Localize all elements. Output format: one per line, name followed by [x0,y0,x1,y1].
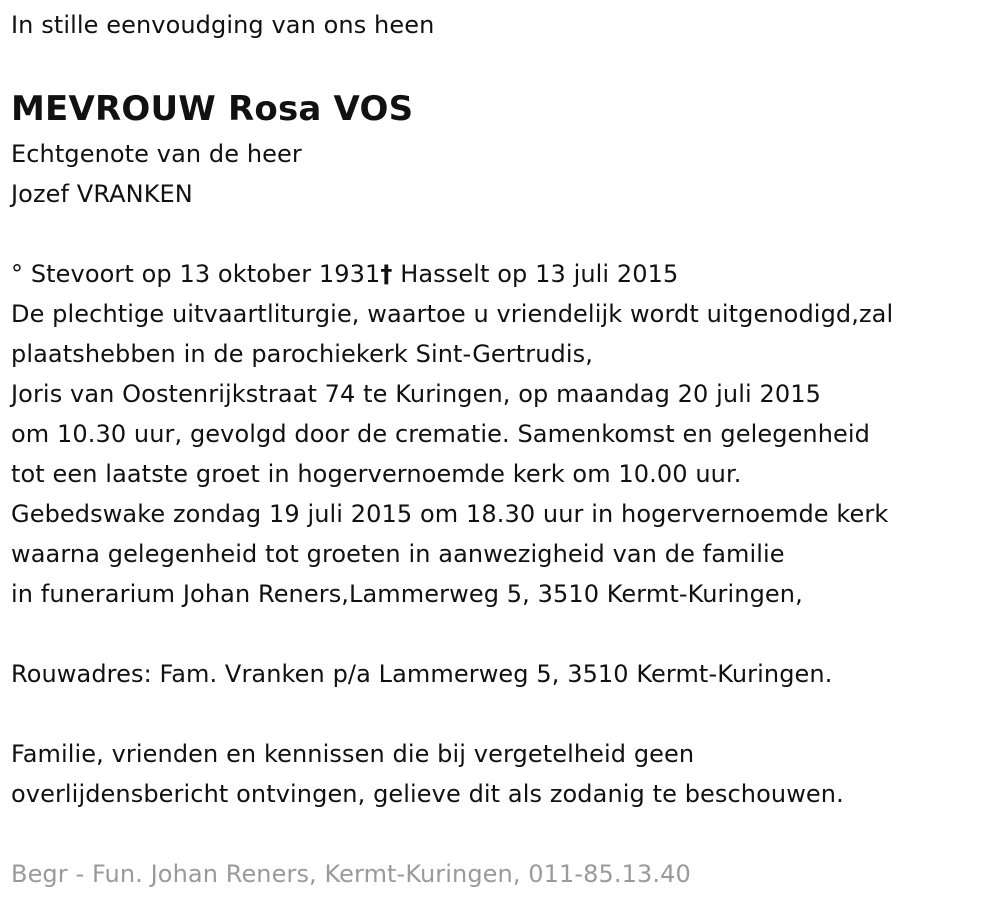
spouse-line-1: Echtgenote van de heer [11,140,302,168]
spacer [11,694,996,734]
spacer [11,814,996,854]
mourning-address: Rouwadres: Fam. Vranken p/a Lammerweg 5, 3510 Kermt-Kuringen. [11,660,833,688]
funeral-director-footer: Begr - Fun. Johan Reners, Kermt-Kuringen, 011-85.13.40 [11,860,691,888]
closing-line: overlijdensbericht ontvingen, gelieve dit als zodanig te beschouwen. [11,780,844,808]
death-notice [11,0,996,894]
ceremony-line: Joris van Oostenrijkstraat 74 te Kuringen, op maandag 20 juli 2015 [11,380,821,408]
spacer [11,214,996,254]
ceremony-line: in funerarium Johan Reners,Lammerweg 5, 3510 Kermt-Kuringen, [11,580,803,608]
birth-death-line [11,254,996,294]
spouse-line-2: Jozef VRANKEN [11,180,193,208]
ceremony-line: om 10.30 uur, gevolgd door de crematie. Samenkomst en gelegenheid [11,420,871,448]
birth-text: ° Stevoort op 13 oktober 1931 [11,260,381,288]
spacer [11,614,996,654]
closing-line: Familie, vrienden en kennissen die bij vergetelheid geen [11,740,695,768]
ceremony-line: tot een laatste groet in hogervernoemde kerk om 10.00 uur. [11,460,742,488]
ceremony-line: plaatshebben in de parochiekerk Sint-Gertrudis, [11,340,593,368]
deceased-name: MEVROUW Rosa VOS [11,89,414,129]
intro-text: In stille eenvoudging van ons heen [11,11,435,39]
ceremony-line: waarna gelegenheid tot groeten in aanwezigheid van de familie [11,540,785,568]
ceremony-line: Gebedswake zondag 19 juli 2015 om 18.30 uur in hogervernoemde kerk [11,500,889,528]
cross-icon: † [380,260,393,288]
death-text: Hasselt op 13 juli 2015 [392,260,679,288]
ceremony-line: De plechtige uitvaartliturgie, waartoe u vriendelijk wordt uitgenodigd,zal [11,300,894,328]
